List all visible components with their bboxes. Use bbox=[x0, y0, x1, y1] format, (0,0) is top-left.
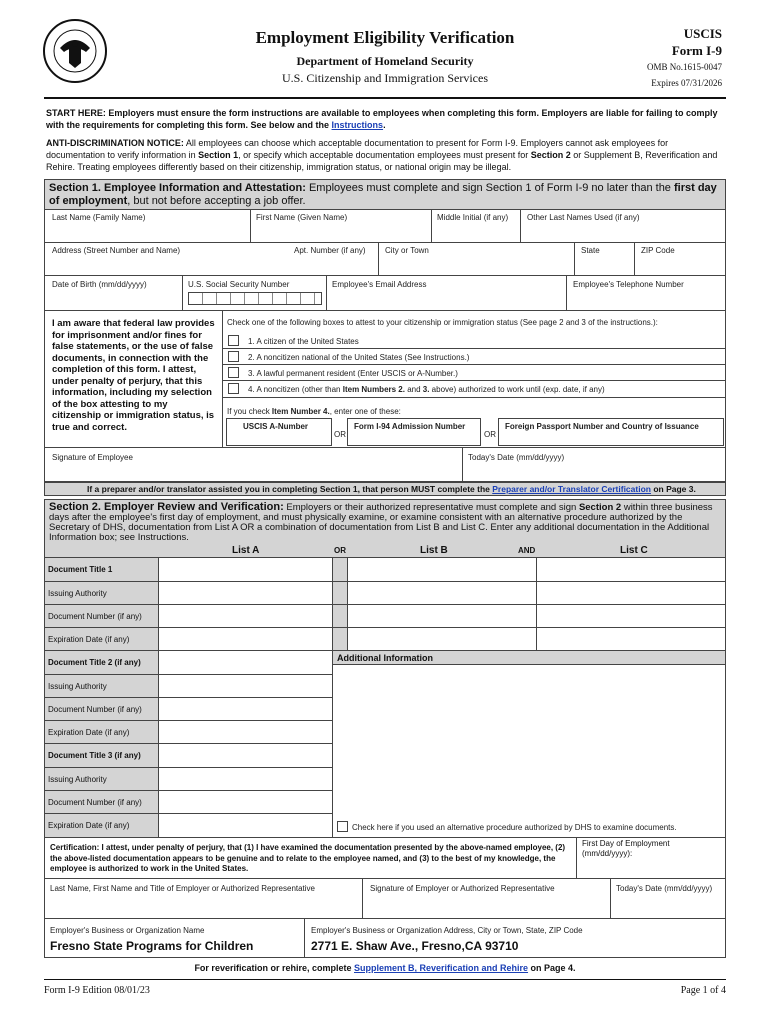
employer-date-label: Today's Date (mm/dd/yyyy) bbox=[616, 884, 713, 893]
section1-header bbox=[45, 180, 725, 209]
state-field[interactable] bbox=[575, 257, 633, 275]
attestation-statement: I am aware that federal law provides for imprisonment and/or fines for false statements, or the use of false documents, in connection with the completion of this form. I attest, under penalty of perjury, that this information, including my selection of the box attesting to my citizenship or immigration status, is true and correct. bbox=[52, 318, 215, 433]
phone-field[interactable] bbox=[567, 290, 726, 308]
middle-initial-field[interactable] bbox=[432, 224, 520, 242]
city-label: City or Town bbox=[385, 246, 429, 255]
preparer-text-b: on Page 3. bbox=[650, 484, 696, 494]
doc-number3-label: Document Number (if any) bbox=[48, 798, 142, 807]
email-field[interactable] bbox=[327, 290, 565, 308]
start-here-end: . bbox=[383, 120, 386, 130]
business-address-field[interactable]: 2771 E. Shaw Ave., Fresno,CA 93710 bbox=[311, 939, 519, 953]
doc-title3-label: Document Title 3 (if any) bbox=[48, 751, 141, 760]
employer-signature-label: Signature of Employer or Authorized Representative bbox=[370, 884, 555, 893]
issuing-authority1-label: Issuing Authority bbox=[48, 589, 107, 598]
zip-field[interactable] bbox=[635, 257, 726, 275]
address-field[interactable] bbox=[44, 257, 286, 275]
state-label: State bbox=[581, 246, 600, 255]
zip-label: ZIP Code bbox=[641, 246, 675, 255]
citizen-label: 1. A citizen of the United States bbox=[248, 337, 359, 346]
issuing-authority3-label: Issuing Authority bbox=[48, 775, 107, 784]
form-edition: Form I-9 Edition 08/01/23 bbox=[44, 985, 150, 996]
section1-title-end: , but not before accepting a job offer. bbox=[127, 195, 306, 207]
doc-number1-label: Document Number (if any) bbox=[48, 612, 142, 621]
a-number-label: USCIS A-Number bbox=[243, 422, 309, 431]
preparer-certification-link[interactable]: Preparer and/or Translator Certification bbox=[492, 484, 651, 494]
footer-divider bbox=[44, 979, 726, 980]
section2-header bbox=[45, 500, 725, 544]
noncitizen-authorized-checkbox[interactable] bbox=[228, 383, 239, 394]
section2-title-s2: Section 2 bbox=[578, 502, 622, 513]
employer-signature-field[interactable] bbox=[363, 894, 610, 916]
citizen-checkbox[interactable] bbox=[228, 335, 239, 346]
employer-date-field[interactable] bbox=[611, 894, 726, 916]
form-number: Form I-9 bbox=[671, 43, 722, 58]
alternative-procedure-checkbox[interactable] bbox=[337, 821, 348, 832]
ssn-field[interactable] bbox=[188, 292, 322, 305]
anti-discrimination-lead: ANTI-DISCRIMINATION NOTICE: bbox=[46, 138, 184, 148]
preparer-notice bbox=[44, 482, 726, 496]
status-prompt: Check one of the following boxes to attest to your citizenship or immigration status (See page 2 and 3 of the instructions.): bbox=[227, 318, 658, 327]
start-here-notice bbox=[46, 107, 728, 131]
section2-title-rest: Employers or their authorized representative must complete and sign bbox=[283, 502, 579, 513]
doc-title2-label: Document Title 2 (if any) bbox=[48, 658, 141, 667]
list-or-label: OR bbox=[334, 546, 346, 555]
phone-label: Employee's Telephone Number bbox=[573, 280, 684, 289]
noncitizen-authorized-label bbox=[248, 385, 605, 394]
last-name-label: Last Name (Family Name) bbox=[52, 213, 146, 222]
list-a-entry-area[interactable] bbox=[159, 558, 332, 836]
ssn-label: U.S. Social Security Number bbox=[188, 280, 290, 289]
page-number: Page 1 of 4 bbox=[680, 985, 726, 996]
other-last-names-field[interactable] bbox=[521, 224, 726, 242]
instructions-link[interactable]: Instructions bbox=[331, 120, 384, 130]
business-name-field[interactable]: Fresno State Programs for Children bbox=[50, 939, 254, 953]
header-divider bbox=[44, 97, 726, 99]
section1-title: Section 1. Employee Information and Attestation: bbox=[49, 182, 306, 194]
item4-prompt bbox=[227, 407, 401, 416]
opt4-c: and bbox=[404, 385, 423, 394]
list-and-label: AND bbox=[518, 546, 536, 555]
section2-title: Section 2. Employer Review and Verification: bbox=[49, 501, 284, 513]
list-c-entry-area[interactable] bbox=[537, 558, 726, 650]
reverification-notice bbox=[0, 963, 770, 973]
email-label: Employee's Email Address bbox=[332, 280, 427, 289]
opt4-b: Item Numbers 2. bbox=[342, 385, 405, 394]
passport-label: Foreign Passport Number and Country of Issuance bbox=[505, 422, 699, 431]
alternative-procedure-label: Check here if you used an alternative procedure authorized by DHS to examine documents. bbox=[352, 823, 677, 832]
or-label-1: OR bbox=[334, 430, 346, 439]
business-name-label: Employer's Business or Organization Name bbox=[50, 926, 205, 935]
expiration-date: Expires 07/31/2026 bbox=[651, 78, 722, 88]
employer-name-label: Last Name, First Name and Title of Employer or Authorized Representative bbox=[50, 884, 316, 893]
doc-number2-label: Document Number (if any) bbox=[48, 705, 142, 714]
list-a-label: List A bbox=[232, 545, 260, 556]
noncitizen-national-checkbox[interactable] bbox=[228, 351, 239, 362]
first-name-field[interactable] bbox=[251, 224, 431, 242]
employee-signature-label: Signature of Employee bbox=[52, 453, 133, 462]
omb-number: OMB No.1615-0047 bbox=[646, 62, 722, 72]
form-title: Employment Eligibility Verification bbox=[255, 28, 515, 47]
first-day-field[interactable] bbox=[577, 860, 726, 877]
additional-info-field[interactable] bbox=[333, 665, 725, 817]
opt4-e: above) authorized to work until (exp. date, if any) bbox=[429, 385, 605, 394]
permanent-resident-label: 3. A lawful permanent resident (Enter USCIS or A-Number.) bbox=[248, 369, 458, 378]
section2-title-end: within three business days after the employee's first day of employment, and must physically examine, or examine consistent with an alternative procedure authorized by the Secretary of DHS, documentation from List A OR a combination of documentation from List B and List C. Enter any additional documentation in the Additional Information box; see Instructions. bbox=[49, 502, 713, 543]
start-here-text: START HERE: Employers must ensure the form instructions are available to employees when completing this form. Employers are liable for failing to comply with the requirements for completing this form. See below and the bbox=[46, 108, 718, 130]
noncitizen-national-label: 2. A noncitizen national of the United States (See Instructions.) bbox=[248, 353, 470, 362]
rever-text-b: on Page 4. bbox=[528, 963, 576, 973]
certification-statement: Certification: I attest, under penalty of perjury, that (1) I have examined the documentation presented by the above-named employee, (2) the above-listed documentation appears to be genuine and to relate to the employee named, and (3) to the best of my knowledge, the employee is authorized to work in the United States. bbox=[50, 843, 566, 873]
exp-date1-label: Expiration Date (if any) bbox=[48, 635, 130, 644]
employee-date-field[interactable] bbox=[463, 462, 726, 480]
anti-section2: Section 2 bbox=[530, 150, 571, 160]
anti-text-a: All employees can choose which acceptable documentation to present for Form I-9. Employers cannot ask employees for documentation to verify information in bbox=[46, 138, 669, 160]
dob-field[interactable] bbox=[44, 290, 182, 308]
anti-text-c: or Supplement B, Reverification and Rehire. Treating employees differently based on their citizenship, immigration status, or national origin may be illegal. bbox=[46, 150, 718, 172]
dob-label: Date of Birth (mm/dd/yyyy) bbox=[52, 280, 147, 289]
city-field[interactable] bbox=[379, 257, 574, 275]
item4-b: Item Number 4. bbox=[271, 407, 330, 416]
exp-date2-label: Expiration Date (if any) bbox=[48, 728, 130, 737]
additional-info-label: Additional Information bbox=[337, 653, 433, 663]
i94-label: Form I-94 Admission Number bbox=[354, 422, 466, 431]
anti-text-b: , or specify which acceptable documentation employees must present for bbox=[238, 150, 531, 160]
middle-initial-label: Middle Initial (if any) bbox=[437, 213, 509, 222]
section1-title-rest: Employees must complete and sign Section 1 of Form I-9 no later than the bbox=[305, 182, 674, 194]
item4-c: , enter one of these: bbox=[329, 407, 401, 416]
permanent-resident-checkbox[interactable] bbox=[228, 367, 239, 378]
address-label: Address (Street Number and Name) bbox=[52, 246, 181, 255]
employer-name-field[interactable] bbox=[44, 894, 362, 916]
issuing-authority2-label: Issuing Authority bbox=[48, 682, 107, 691]
employee-signature-field[interactable] bbox=[44, 462, 462, 480]
apt-number-label: Apt. Number (if any) bbox=[294, 246, 366, 255]
uscis-label: USCIS bbox=[683, 26, 722, 41]
anti-discrimination-notice bbox=[46, 137, 728, 173]
opt4-d: 3. bbox=[422, 385, 430, 394]
first-day-label: First Day of Employment (mm/dd/yyyy): bbox=[582, 839, 670, 858]
opt4-a: 4. A noncitizen (other than bbox=[248, 385, 343, 394]
employee-date-label: Today's Date (mm/dd/yyyy) bbox=[468, 453, 565, 462]
supplement-b-link[interactable]: Supplement B, Reverification and Rehire bbox=[354, 963, 529, 973]
exp-date3-label: Expiration Date (if any) bbox=[48, 821, 130, 830]
rever-text-a: For reverification or rehire, complete bbox=[194, 963, 354, 973]
department-name: Department of Homeland Security bbox=[296, 54, 474, 68]
list-b-label: List B bbox=[420, 545, 448, 556]
apt-number-field[interactable] bbox=[287, 257, 377, 275]
anti-section1: Section 1 bbox=[198, 150, 239, 160]
list-b-entry-area[interactable] bbox=[348, 558, 536, 650]
agency-name: U.S. Citizenship and Immigration Services bbox=[282, 71, 488, 85]
business-address-label: Employer's Business or Organization Address, City or Town, State, ZIP Code bbox=[311, 926, 583, 935]
item4-a: If you check bbox=[227, 407, 272, 416]
preparer-text-a: If a preparer and/or translator assisted you in completing Section 1, that person MUST complete the bbox=[87, 484, 493, 494]
or-label-2: OR bbox=[484, 430, 496, 439]
list-c-label: List C bbox=[620, 545, 648, 556]
section1-title-bold: first day of employment bbox=[49, 182, 717, 207]
doc-title1-label: Document Title 1 bbox=[48, 565, 113, 574]
other-last-names-label: Other Last Names Used (if any) bbox=[527, 213, 640, 222]
first-name-label: First Name (Given Name) bbox=[256, 213, 348, 222]
last-name-field[interactable] bbox=[44, 224, 250, 242]
